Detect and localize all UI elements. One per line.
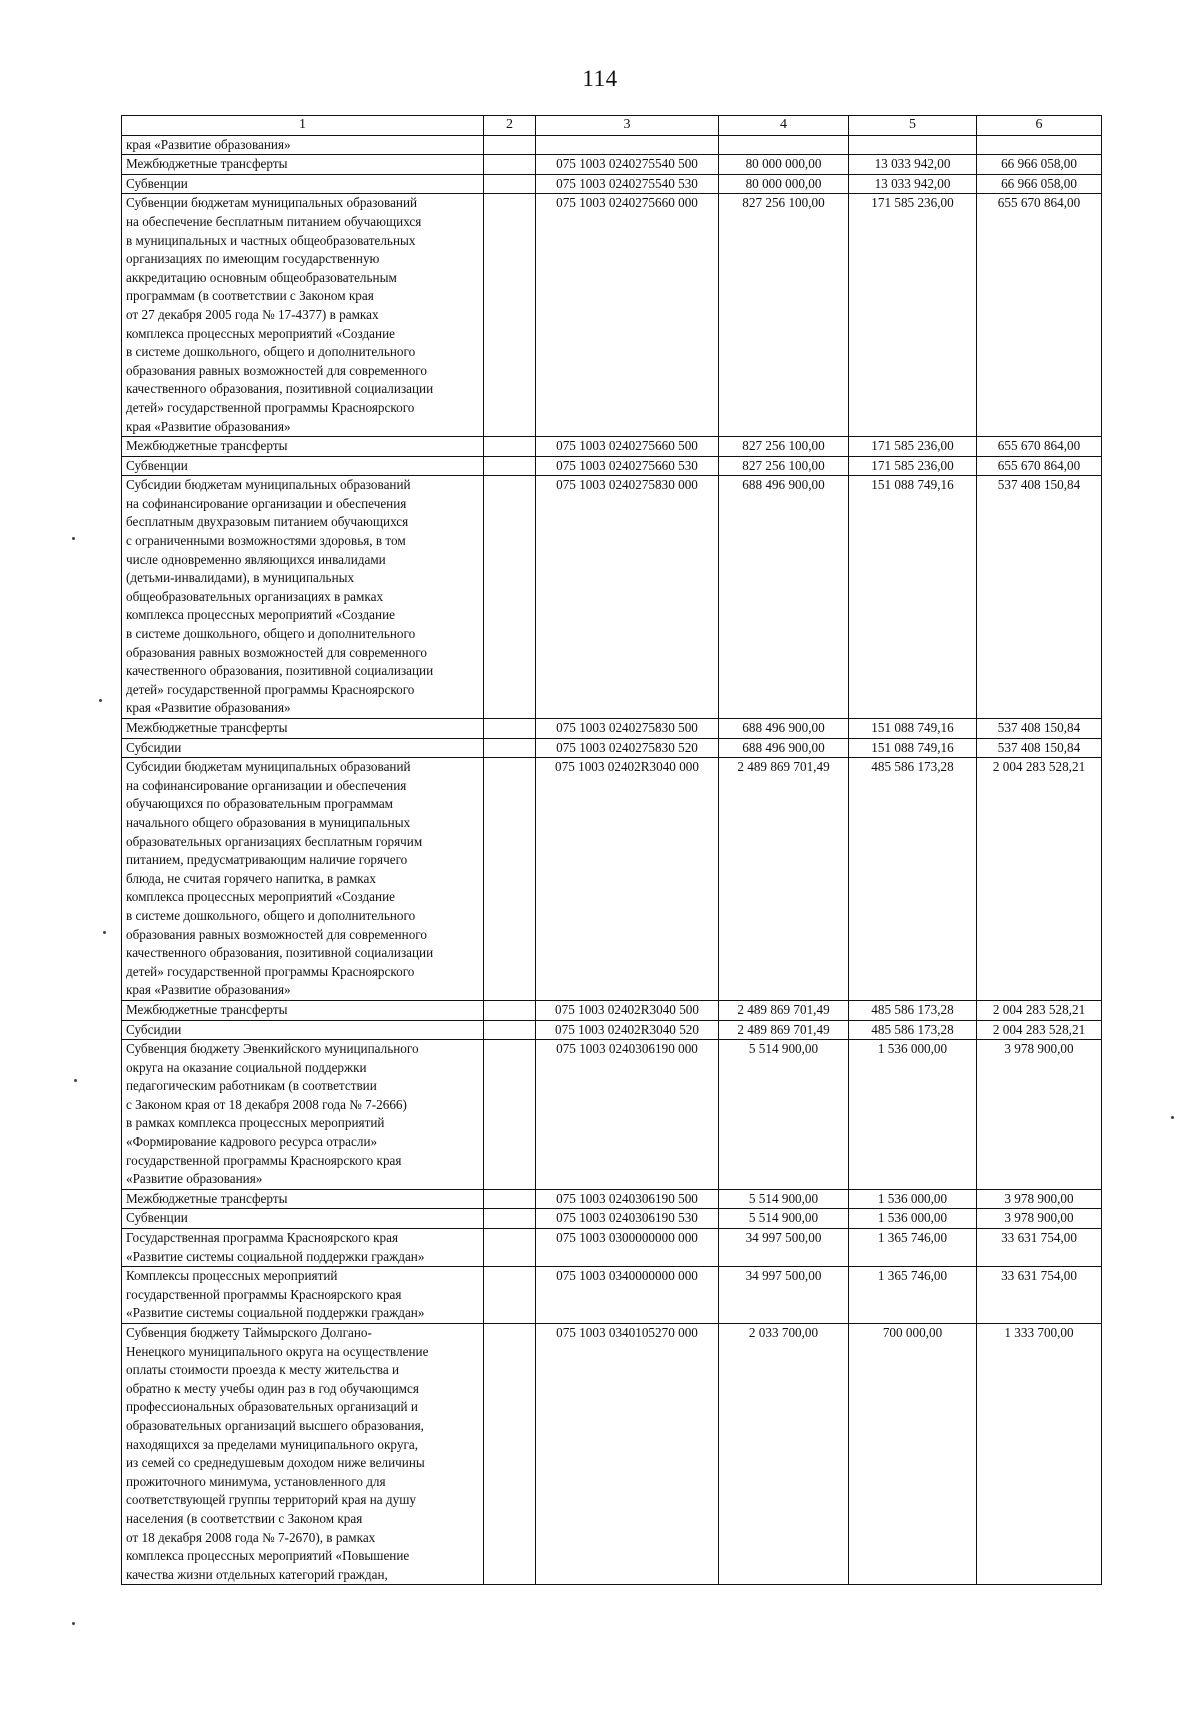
amount-plan-cell: 688 496 900,00 <box>719 719 849 739</box>
row-name-line: образовательных организаций высшего образования, <box>126 1417 424 1433</box>
amount-plan-cell <box>719 135 849 155</box>
amount-plan-cell: 827 256 100,00 <box>719 437 849 457</box>
amount-remaining-cell: 537 408 150,84 <box>977 738 1102 758</box>
column-2-cell <box>484 719 536 739</box>
amount-remaining-cell: 2 004 283 528,21 <box>977 1000 1102 1020</box>
row-name-line: из семей со среднедушевым доходом ниже величины <box>126 1455 425 1471</box>
row-name-line: аккредитацию основным общеобразовательным <box>126 269 397 285</box>
amount-plan-cell: 688 496 900,00 <box>719 476 849 719</box>
budget-code-cell: 075 1003 02402R3040 500 <box>536 1000 719 1020</box>
row-name-line: Комплексы процессных мероприятий <box>126 1268 338 1284</box>
row-name-line: комплекса процессных мероприятий «Создание <box>126 889 395 905</box>
amount-executed-cell: 1 536 000,00 <box>849 1040 977 1190</box>
row-name-line: с ограниченными возможностями здоровья, в том <box>126 533 406 549</box>
row-name-line: начального общего образования в муниципальных <box>126 814 411 830</box>
column-2-cell <box>484 1000 536 1020</box>
row-name-cell <box>122 758 484 1001</box>
row-name-line: Субсидии бюджетам муниципальных образований <box>126 477 411 493</box>
row-name-line: Субсидии <box>126 739 182 755</box>
scan-speck <box>74 1079 77 1082</box>
row-name-line: обратно к месту учебы один раз в год обучающимся <box>126 1380 419 1396</box>
row-name-line: края «Развитие образования» <box>126 700 291 716</box>
row-name-cell <box>122 738 484 758</box>
column-2-cell <box>484 155 536 175</box>
amount-executed-cell: 13 033 942,00 <box>849 155 977 175</box>
row-name-line: числе одновременно являющихся инвалидами <box>126 551 386 567</box>
budget-code-cell: 075 1003 02402R3040 000 <box>536 758 719 1001</box>
table-row <box>122 758 1102 1001</box>
row-name-line: «Развитие системы социальной поддержки граждан» <box>126 1248 425 1264</box>
row-name-line: общеобразовательных организациях в рамках <box>126 588 384 604</box>
amount-remaining-cell: 3 978 900,00 <box>977 1189 1102 1209</box>
row-name-line: детей» государственной программы Красноярского <box>126 963 415 979</box>
row-name-cell <box>122 135 484 155</box>
row-name-line: населения (в соответствии с Законом края <box>126 1510 363 1526</box>
table-row <box>122 135 1102 155</box>
amount-remaining-cell <box>977 135 1102 155</box>
row-name-line: в муниципальных и частных общеобразовательных <box>126 232 416 248</box>
amount-executed-cell <box>849 135 977 155</box>
column-number-header <box>122 116 1102 136</box>
row-name-line: обучающихся по образовательным программам <box>126 796 394 812</box>
row-name-line: Субсидии <box>126 1021 182 1037</box>
column-2-cell <box>484 1020 536 1040</box>
row-name-line: в системе дошкольного, общего и дополнительного <box>126 344 416 360</box>
scan-speck <box>99 699 102 702</box>
row-name-line: в системе дошкольного, общего и дополнительного <box>126 907 416 923</box>
row-name-cell <box>122 194 484 437</box>
row-name-cell <box>122 1000 484 1020</box>
amount-remaining-cell: 655 670 864,00 <box>977 437 1102 457</box>
budget-code-cell: 075 1003 0240275660 530 <box>536 456 719 476</box>
row-name-cell <box>122 437 484 457</box>
budget-code-cell <box>536 135 719 155</box>
row-name-line: на софинансирование организации и обеспечения <box>126 495 407 511</box>
amount-executed-cell: 485 586 173,28 <box>849 1000 977 1020</box>
row-name-line: оплаты стоимости проезда к месту жительства и <box>126 1362 400 1378</box>
row-name-line: Субвенции <box>126 457 188 473</box>
amount-executed-cell: 700 000,00 <box>849 1324 977 1585</box>
amount-plan-cell: 2 489 869 701,49 <box>719 1000 849 1020</box>
row-name-line: в системе дошкольного, общего и дополнительного <box>126 626 416 642</box>
budget-code-cell: 075 1003 0240306190 530 <box>536 1209 719 1229</box>
table-row <box>122 437 1102 457</box>
row-name-line: программам (в соответствии с Законом края <box>126 288 374 304</box>
budget-code-cell: 075 1003 0240275540 530 <box>536 174 719 194</box>
budget-code-cell: 075 1003 0240275830 500 <box>536 719 719 739</box>
amount-remaining-cell: 66 966 058,00 <box>977 155 1102 175</box>
budget-code-cell: 075 1003 0240275830 000 <box>536 476 719 719</box>
row-name-line: Ненецкого муниципального округа на осуществление <box>126 1343 429 1359</box>
row-name-line: комплекса процессных мероприятий «Повышение <box>126 1548 410 1564</box>
amount-executed-cell: 171 585 236,00 <box>849 456 977 476</box>
row-name-line: края «Развитие образования» <box>126 418 291 434</box>
table-row <box>122 174 1102 194</box>
budget-code-cell: 075 1003 0300000000 000 <box>536 1229 719 1267</box>
amount-plan-cell: 34 997 500,00 <box>719 1267 849 1324</box>
amount-executed-cell: 1 536 000,00 <box>849 1189 977 1209</box>
row-name-line: детей» государственной программы Красноярского <box>126 681 415 697</box>
row-name-line: Межбюджетные трансферты <box>126 156 288 172</box>
row-name-line: образования равных возможностей для современного <box>126 926 427 942</box>
table-row <box>122 1189 1102 1209</box>
row-name-line: на софинансирование организации и обеспечения <box>126 777 407 793</box>
amount-executed-cell: 1 536 000,00 <box>849 1209 977 1229</box>
table-row <box>122 476 1102 719</box>
row-name-cell <box>122 719 484 739</box>
row-name-line: комплекса процессных мероприятий «Создание <box>126 607 395 623</box>
table-row <box>122 1209 1102 1229</box>
column-2-cell <box>484 738 536 758</box>
row-name-line: соответствующей группы территорий края на душу <box>126 1492 416 1508</box>
amount-executed-cell: 485 586 173,28 <box>849 1020 977 1040</box>
amount-plan-cell: 827 256 100,00 <box>719 456 849 476</box>
row-name-cell <box>122 155 484 175</box>
scan-speck <box>72 537 75 540</box>
amount-remaining-cell: 3 978 900,00 <box>977 1040 1102 1190</box>
row-name-cell <box>122 1324 484 1585</box>
column-2-cell <box>484 1267 536 1324</box>
amount-remaining-cell: 655 670 864,00 <box>977 194 1102 437</box>
row-name-cell <box>122 1229 484 1267</box>
budget-code-cell: 075 1003 0240275540 500 <box>536 155 719 175</box>
row-name-line: педагогическим работникам (в соответствии <box>126 1078 377 1094</box>
column-header: 2 <box>484 116 536 136</box>
row-name-line: качественного образования, позитивной социализации <box>126 381 434 397</box>
table-row <box>122 456 1102 476</box>
row-name-line: Субсидии бюджетам муниципальных образований <box>126 759 411 775</box>
column-2-cell <box>484 758 536 1001</box>
row-name-line: Субвенция бюджету Таймырского Долгано- <box>126 1325 372 1340</box>
scan-speck <box>1171 1116 1174 1119</box>
row-name-cell <box>122 1267 484 1324</box>
scan-speck <box>103 931 106 934</box>
row-name-line: Межбюджетные трансферты <box>126 1190 288 1206</box>
budget-code-cell: 075 1003 0240275660 000 <box>536 194 719 437</box>
column-header: 3 <box>536 116 719 136</box>
row-name-line: Субвенция бюджету Эвенкийского муниципального <box>126 1041 419 1057</box>
amount-remaining-cell: 66 966 058,00 <box>977 174 1102 194</box>
column-2-cell <box>484 437 536 457</box>
row-name-line: Субвенции <box>126 1210 188 1226</box>
amount-executed-cell: 151 088 749,16 <box>849 738 977 758</box>
row-name-line: в рамках комплекса процессных мероприятий <box>126 1115 385 1131</box>
column-2-cell <box>484 174 536 194</box>
row-name-line: качества жизни отдельных категорий граждан, <box>126 1566 388 1582</box>
row-name-line: образования равных возможностей для современного <box>126 644 427 660</box>
column-2-cell <box>484 456 536 476</box>
row-name-line: (детьми-инвалидами), в муниципальных <box>126 570 355 586</box>
amount-remaining-cell: 537 408 150,84 <box>977 476 1102 719</box>
row-name-line: блюда, не считая горячего напитка, в рамках <box>126 870 376 886</box>
column-2-cell <box>484 1189 536 1209</box>
row-name-line: прожиточного минимума, установленного для <box>126 1473 386 1489</box>
column-header: 1 <box>122 116 484 136</box>
row-name-line: находящихся за пределами муниципального округа, <box>126 1436 419 1452</box>
row-name-line: питанием, предусматривающим наличие горячего <box>126 852 408 868</box>
amount-remaining-cell: 33 631 754,00 <box>977 1267 1102 1324</box>
amount-remaining-cell: 3 978 900,00 <box>977 1209 1102 1229</box>
amount-plan-cell: 5 514 900,00 <box>719 1040 849 1190</box>
column-2-cell <box>484 1229 536 1267</box>
table-row <box>122 738 1102 758</box>
column-header: 4 <box>719 116 849 136</box>
row-name-line: Межбюджетные трансферты <box>126 438 288 454</box>
column-2-cell <box>484 1324 536 1585</box>
row-name-cell <box>122 476 484 719</box>
table-row <box>122 719 1102 739</box>
amount-executed-cell: 485 586 173,28 <box>849 758 977 1001</box>
amount-executed-cell: 171 585 236,00 <box>849 437 977 457</box>
row-name-line: качественного образования, позитивной социализации <box>126 663 434 679</box>
column-2-cell <box>484 476 536 719</box>
row-name-line: «Развитие образования» <box>126 1171 263 1187</box>
amount-executed-cell: 13 033 942,00 <box>849 174 977 194</box>
row-name-cell <box>122 1020 484 1040</box>
table-row <box>122 155 1102 175</box>
row-name-line: округа на оказание социальной поддержки <box>126 1059 367 1075</box>
amount-plan-cell: 80 000 000,00 <box>719 174 849 194</box>
amount-remaining-cell: 655 670 864,00 <box>977 456 1102 476</box>
row-name-line: «Развитие системы социальной поддержки граждан» <box>126 1305 425 1321</box>
amount-plan-cell: 827 256 100,00 <box>719 194 849 437</box>
amount-plan-cell: 2 489 869 701,49 <box>719 1020 849 1040</box>
row-name-line: края «Развитие образования» <box>126 136 291 152</box>
row-name-line: с Законом края от 18 декабря 2008 года № 7-2666) <box>126 1096 407 1112</box>
row-name-line: государственной программы Красноярского края <box>126 1286 402 1302</box>
budget-code-cell: 075 1003 0240275830 520 <box>536 738 719 758</box>
amount-remaining-cell: 1 333 700,00 <box>977 1324 1102 1585</box>
row-name-line: профессиональных образовательных организаций и <box>126 1399 418 1415</box>
scan-speck <box>72 1622 75 1625</box>
amount-plan-cell: 688 496 900,00 <box>719 738 849 758</box>
column-2-cell <box>484 194 536 437</box>
table-row <box>122 1267 1102 1324</box>
row-name-line: образования равных возможностей для современного <box>126 362 427 378</box>
column-header: 5 <box>849 116 977 136</box>
amount-plan-cell: 2 489 869 701,49 <box>719 758 849 1001</box>
amount-executed-cell: 151 088 749,16 <box>849 719 977 739</box>
row-name-line: бесплатным двухразовым питанием обучающихся <box>126 514 409 530</box>
table-row <box>122 1020 1102 1040</box>
row-name-line: организациях по имеющим государственную <box>126 251 380 267</box>
row-name-line: на обеспечение бесплатным питанием обучающихся <box>126 213 422 229</box>
amount-remaining-cell: 2 004 283 528,21 <box>977 758 1102 1001</box>
row-name-cell <box>122 1189 484 1209</box>
amount-executed-cell: 171 585 236,00 <box>849 194 977 437</box>
row-name-line: Государственная программа Красноярского края <box>126 1230 399 1246</box>
row-name-line: Субвенции бюджетам муниципальных образований <box>126 195 418 211</box>
row-name-line: Субвенции <box>126 175 188 191</box>
row-name-cell <box>122 456 484 476</box>
budget-code-cell: 075 1003 0240306190 000 <box>536 1040 719 1190</box>
budget-code-cell: 075 1003 0240275660 500 <box>536 437 719 457</box>
row-name-line: комплекса процессных мероприятий «Создание <box>126 325 395 341</box>
table-row <box>122 1229 1102 1267</box>
table-row <box>122 1000 1102 1020</box>
amount-remaining-cell: 33 631 754,00 <box>977 1229 1102 1267</box>
table-row <box>122 194 1102 437</box>
column-2-cell <box>484 1209 536 1229</box>
page-number: 114 <box>582 66 618 91</box>
row-name-line: Межбюджетные трансферты <box>126 720 288 735</box>
budget-code-cell: 075 1003 0240306190 500 <box>536 1189 719 1209</box>
amount-executed-cell: 151 088 749,16 <box>849 476 977 719</box>
row-name-line: государственной программы Красноярского края <box>126 1152 402 1168</box>
row-name-line: образовательных организациях бесплатным горячим <box>126 833 423 849</box>
budget-code-cell: 075 1003 02402R3040 520 <box>536 1020 719 1040</box>
amount-plan-cell: 34 997 500,00 <box>719 1229 849 1267</box>
budget-table-body <box>122 116 1102 1585</box>
row-name-line: края «Развитие образования» <box>126 982 291 998</box>
amount-executed-cell: 1 365 746,00 <box>849 1267 977 1324</box>
budget-code-cell: 075 1003 0340105270 000 <box>536 1324 719 1585</box>
row-name-line: качественного образования, позитивной социализации <box>126 945 434 961</box>
column-header: 6 <box>977 116 1102 136</box>
budget-table <box>121 115 1102 1585</box>
budget-code-cell: 075 1003 0340000000 000 <box>536 1267 719 1324</box>
amount-plan-cell: 2 033 700,00 <box>719 1324 849 1585</box>
row-name-line: от 18 декабря 2008 года № 7-2670), в рамках <box>126 1529 376 1545</box>
table-row <box>122 1324 1102 1585</box>
row-name-line: Межбюджетные трансферты <box>126 1001 288 1017</box>
row-name-line: детей» государственной программы Красноярского <box>126 399 415 415</box>
column-2-cell <box>484 1040 536 1190</box>
table-row <box>122 1040 1102 1190</box>
amount-plan-cell: 5 514 900,00 <box>719 1189 849 1209</box>
amount-plan-cell: 5 514 900,00 <box>719 1209 849 1229</box>
amount-plan-cell: 80 000 000,00 <box>719 155 849 175</box>
column-2-cell <box>484 135 536 155</box>
row-name-cell <box>122 174 484 194</box>
row-name-cell <box>122 1209 484 1229</box>
amount-remaining-cell: 537 408 150,84 <box>977 719 1102 739</box>
amount-executed-cell: 1 365 746,00 <box>849 1229 977 1267</box>
amount-remaining-cell: 2 004 283 528,21 <box>977 1020 1102 1040</box>
row-name-line: «Формирование кадрового ресурса отрасли» <box>126 1134 378 1150</box>
row-name-cell <box>122 1040 484 1190</box>
row-name-line: от 27 декабря 2005 года № 17-4377) в рамках <box>126 306 379 322</box>
